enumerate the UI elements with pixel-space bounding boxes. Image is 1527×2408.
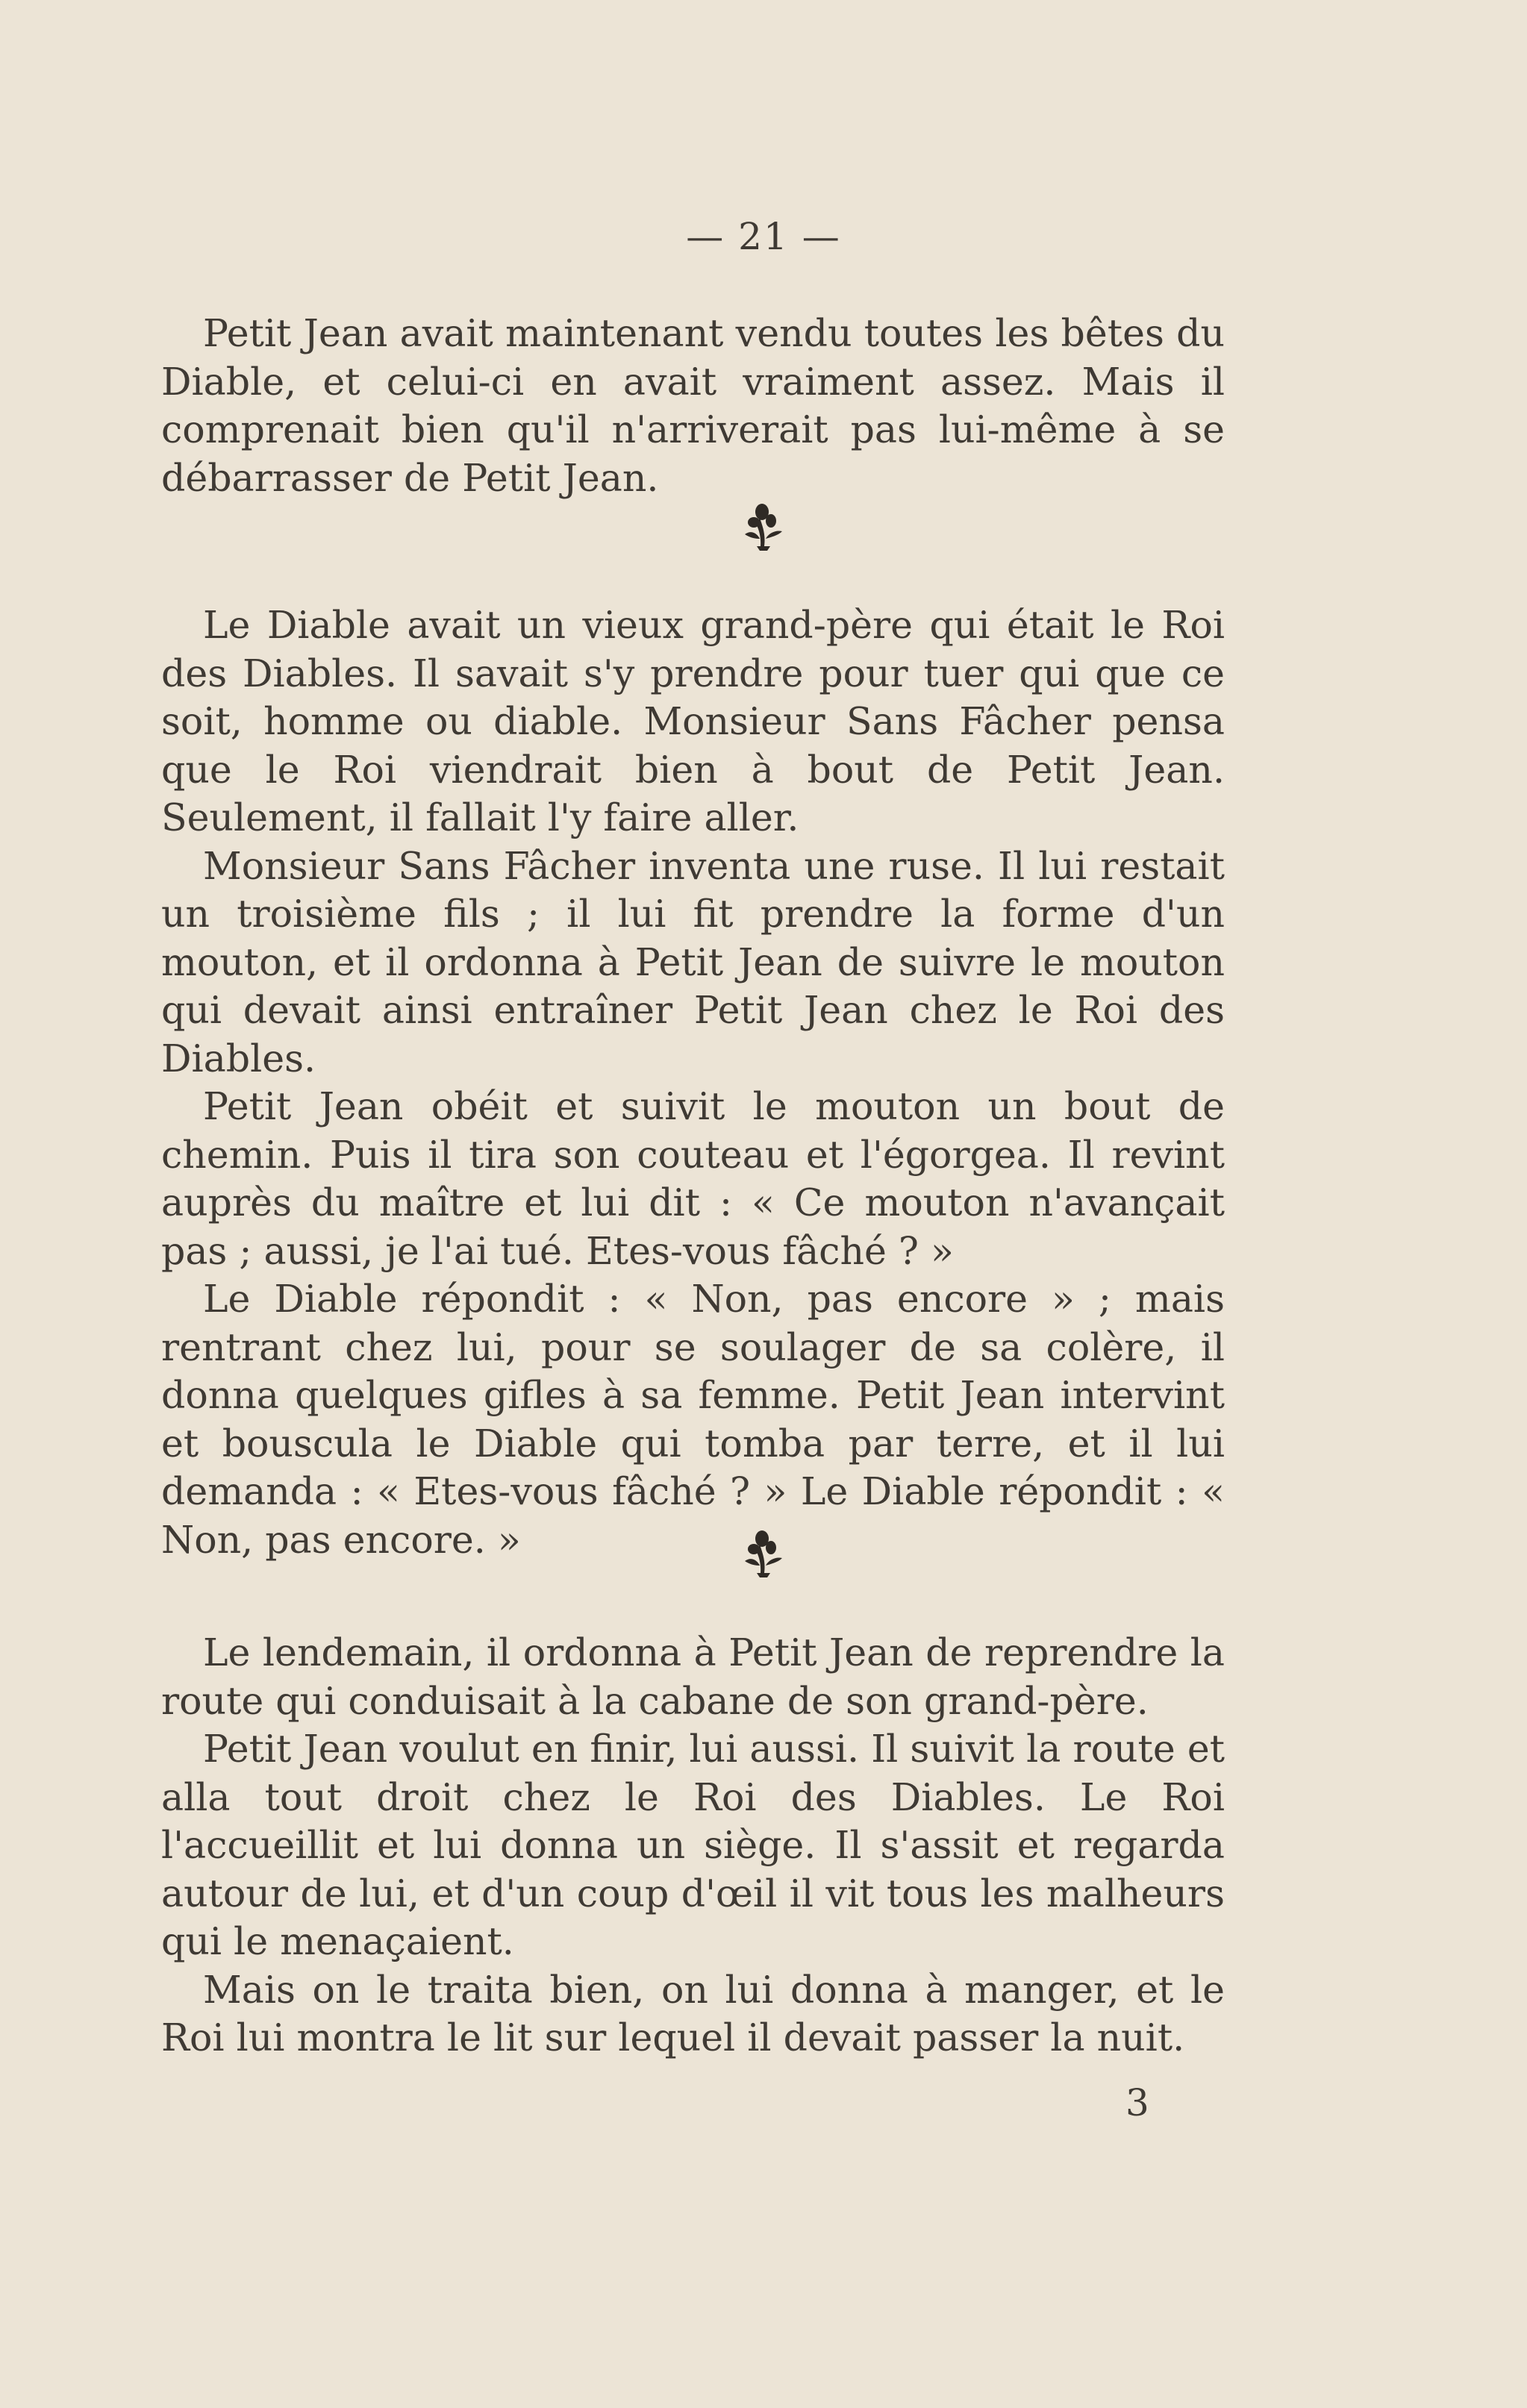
paragraph: Petit Jean obéit et suivit le mouton un bout de chemin. Puis il tira son couteau et l'égorgea. Il revint auprès du maître et lui dit : « Ce mouton n'avançait pas ; aussi, je l'ai tué. Etes-vous fâché ? » [161, 1084, 1225, 1273]
fleuron-icon [737, 1528, 790, 1582]
paragraph: Petit Jean voulut en finir, lui aussi. Il suivit la route et alla tout droit chez le Roi des Diables. Le Roi l'accueillit et lui donna un siège. Il s'assit et regarda autour de lui, et d'un coup d'œil il vit tous les malheurs qui le menaçaient. [161, 1727, 1225, 1963]
ornament-1 [0, 501, 1527, 558]
section-2 [161, 601, 1225, 1564]
page-number: — 21 — [686, 215, 841, 258]
paragraph: Le Diable répondit : « Non, pas encore » ; mais rentrant chez lui, pour se soulager de sa colère, il donna quelques gifles à sa femme. Petit Jean intervint et bouscula le Diable qui tomba par terre, et il lui demanda : « Etes-vous fâché ? » Le Diable répondit : « Non, pas encore. » [161, 1277, 1225, 1562]
paragraph: Monsieur Sans Fâcher inventa une ruse. Il lui restait un troisième fils ; il lui fit prendre la forme d'un mouton, et il ordonna à Petit Jean de suivre le mouton qui devait ainsi entraîner Petit Jean chez le Roi des Diables. [161, 843, 1225, 1081]
paragraph: Le Diable avait un vieux grand-père qui était le Roi des Diables. Il savait s'y prendre pour tuer qui que ce soit, homme ou diable. Monsieur Sans Fâcher pensa que le Roi viendrait bien à bout de Petit Jean. Seulement, il fallait l'y faire aller. [161, 603, 1225, 839]
signature-mark: 3 [1125, 2081, 1149, 2124]
fleuron-icon [737, 501, 790, 555]
paragraph: Mais on le traita bien, on lui donna à manger, et le Roi lui montra le lit sur lequel il devait passer la nuit. [161, 1967, 1225, 2060]
ornament-2 [0, 1528, 1527, 1585]
section-1 [161, 310, 1225, 502]
section-3 [161, 1629, 1225, 2063]
paragraph: Petit Jean avait maintenant vendu toutes les bêtes du Diable, et celui-ci en avait vraiment assez. Mais il comprenait bien qu'il n'arriverait pas lui-même à se débarrasser de Petit Jean. [161, 311, 1225, 500]
paragraph: Le lendemain, il ordonna à Petit Jean de reprendre la route qui conduisait à la cabane de son grand-père. [161, 1630, 1225, 1723]
